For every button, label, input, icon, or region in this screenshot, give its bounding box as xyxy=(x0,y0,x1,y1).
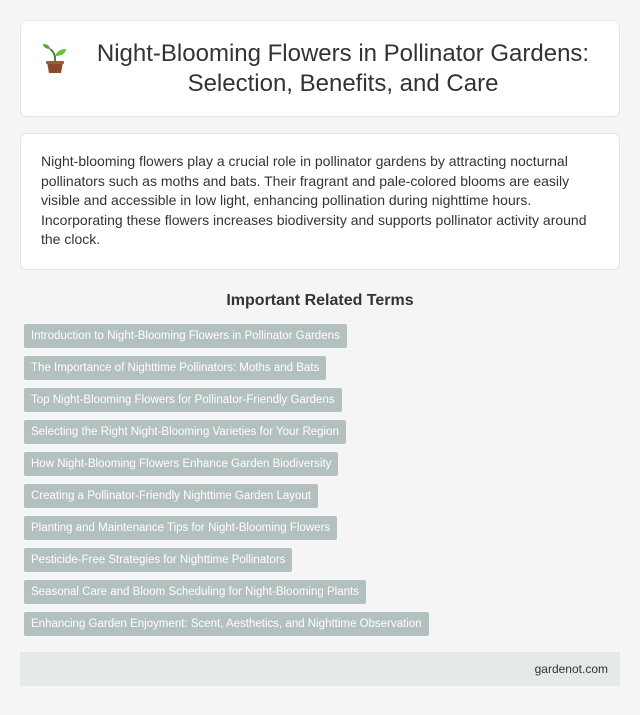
sprout-icon xyxy=(41,43,69,75)
intro-card xyxy=(20,133,620,270)
related-term-tag[interactable]: The Importance of Nighttime Pollinators: Moths and Bats xyxy=(24,356,326,380)
related-term-tag[interactable]: Creating a Pollinator-Friendly Nighttime Garden Layout xyxy=(24,484,318,508)
intro-text: Night-blooming flowers play a crucial role in pollinator gardens by attracting nocturnal pollinators such as moths and bats. Their fragrant and pale-colored blooms are easily visible and accessible in low light, enhancing pollination during nighttime hours. Incorporating these flowers increases biodiversity and supports pollinator activity around the clock. xyxy=(41,153,587,248)
related-term-tag[interactable]: Selecting the Right Night-Blooming Varieties for Your Region xyxy=(24,420,346,444)
related-terms-heading: Important Related Terms xyxy=(226,292,414,309)
related-term-tag[interactable]: Top Night-Blooming Flowers for Pollinator-Friendly Gardens xyxy=(24,388,342,412)
related-term-tag[interactable]: How Night-Blooming Flowers Enhance Garden Biodiversity xyxy=(24,452,338,476)
related-term-tag[interactable]: Pesticide-Free Strategies for Nighttime Pollinators xyxy=(24,548,292,572)
page-title: Night-Blooming Flowers in Pollinator Gardens: Selection, Benefits, and Care xyxy=(96,39,590,97)
footer-site-link[interactable]: gardenot.com xyxy=(534,662,608,676)
footer xyxy=(20,652,620,686)
header-card xyxy=(20,20,620,117)
related-terms-list xyxy=(20,324,620,636)
related-term-tag[interactable]: Planting and Maintenance Tips for Night-Blooming Flowers xyxy=(24,516,337,540)
related-term-tag[interactable]: Introduction to Night-Blooming Flowers in Pollinator Gardens xyxy=(24,324,347,348)
related-term-tag[interactable]: Seasonal Care and Bloom Scheduling for Night-Blooming Plants xyxy=(24,580,366,604)
related-term-tag[interactable]: Enhancing Garden Enjoyment: Scent, Aesthetics, and Nighttime Observation xyxy=(24,612,429,636)
header-inner xyxy=(41,39,599,99)
